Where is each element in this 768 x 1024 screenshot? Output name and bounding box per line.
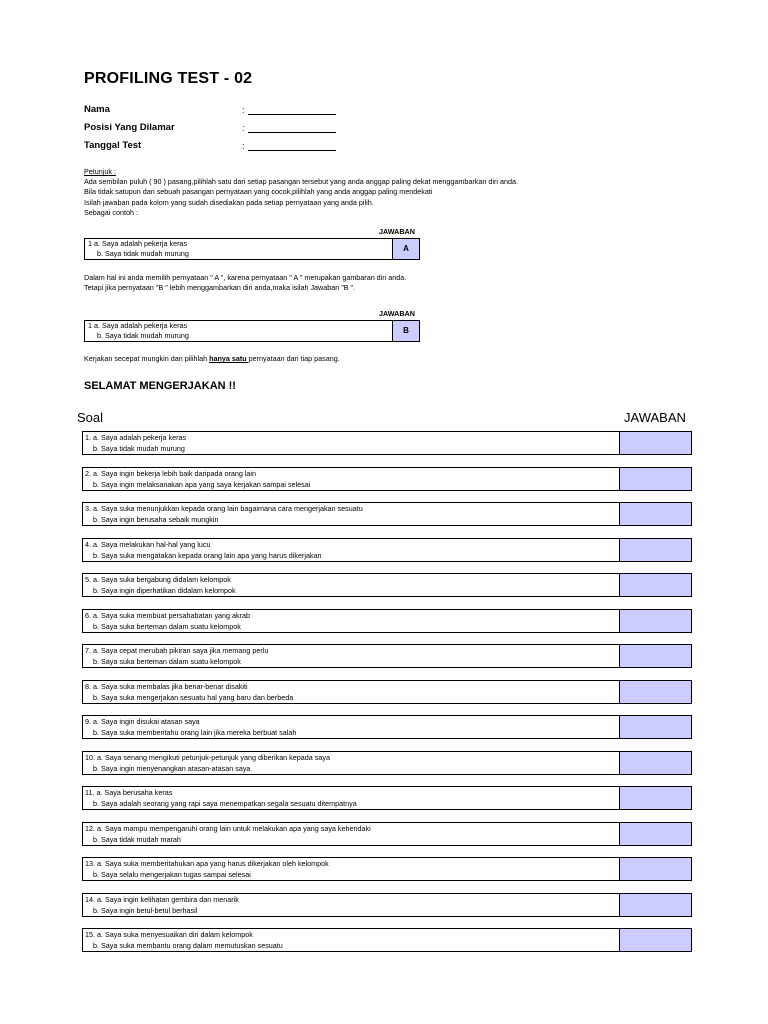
example1-answer-cell: A [393, 239, 419, 259]
option-b: b. Saya ingin melaksanakan apa yang saya kerjakan sampai selesai [93, 480, 311, 489]
question-text [83, 752, 619, 774]
note-after: pernyataan dari tiap pasang. [248, 354, 340, 363]
option-b: b. Saya tidak mudah marah [93, 835, 181, 844]
question-row [82, 928, 692, 952]
question-row [82, 715, 692, 739]
example2-question [85, 321, 393, 341]
answer-cell[interactable] [619, 823, 691, 845]
note [84, 354, 584, 364]
example1-answer-header: JAWABAN [379, 227, 415, 236]
field-colon: : [242, 105, 245, 115]
answer-cell[interactable] [619, 787, 691, 809]
question-row [82, 680, 692, 704]
option-b: b. Saya ingin betul-betul berhasil [93, 906, 198, 915]
blank-line [248, 141, 336, 151]
field-label-tanggal: Tanggal Test [84, 140, 142, 151]
option-a: 6. a. Saya suka membuat persahabatan yang akrab [85, 611, 251, 620]
option-b: b. Saya suka mengerjakan sesuatu hal yang baru dan berbeda [93, 693, 294, 702]
question-row [82, 857, 692, 881]
option-b: b. Saya ingin menyenangkan atasan-atasan saya [93, 764, 251, 773]
example2-answer-header: JAWABAN [379, 309, 415, 318]
question-text [83, 858, 619, 880]
option-b: b. Saya tidak mudah murung [93, 444, 185, 453]
option-a: 11. a. Saya berusaha keras [85, 788, 173, 797]
question-text [83, 645, 619, 667]
explanation [84, 273, 584, 293]
explanation-line: Tetapi jika pernyataan "B " lebih menggambarkan diri anda,maka isilah Jawaban "B ". [84, 283, 356, 293]
question-row [82, 431, 692, 455]
question-row [82, 786, 692, 810]
question-text [83, 574, 619, 596]
instruction-line: Isilah jawaban pada kolom yang sudah disediakan pada setiap pernyataan yang anda pilih. [84, 197, 374, 207]
example2-option-a: 1 a. Saya adalah pekerja keras [88, 321, 188, 330]
option-b: b. Saya suka membantu orang dalam memutuskan sesuatu [93, 941, 283, 950]
greeting: SELAMAT MENGERJAKAN !! [84, 380, 236, 392]
answer-cell[interactable] [619, 574, 691, 596]
question-row [82, 751, 692, 775]
option-a: 1. a. Saya adalah pekerja keras [85, 433, 187, 442]
option-a: 15. a. Saya suka menyesuaikan diri dalam kelompok [85, 930, 253, 939]
field-tanggal[interactable] [242, 141, 338, 151]
field-colon: : [242, 141, 245, 151]
example1-box [84, 238, 420, 260]
soal-header: Soal [77, 410, 104, 425]
question-text [83, 539, 619, 561]
option-a: 4. a. Saya melakukan hal-hal yang lucu [85, 540, 211, 549]
question-row [82, 573, 692, 597]
answer-cell[interactable] [619, 610, 691, 632]
answer-cell[interactable] [619, 468, 691, 490]
example1-option-b: b. Saya tidak mudah murung [97, 249, 189, 258]
question-text [83, 929, 619, 951]
instruction-line: Bila tidak satupun dari sebuah pasangan pernyataan yang cocok,pilihlah yang anda anggap paling mendekati [84, 187, 433, 197]
question-text [83, 823, 619, 845]
option-a: 9. a. Saya ingin disukai atasan saya [85, 717, 200, 726]
option-a: 12. a. Saya mampu mempengaruhi orang lain untuk melakukan apa yang saya kehendaki [85, 824, 371, 833]
instruction-line: Ada sembilan puluh ( 90 ) pasang,pilihlah satu dari setiap pasangan tersebut yang anda anggap paling dekat menggambarkan diri anda. [84, 177, 518, 187]
option-b: b. Saya suka berteman dalam suatu kelompok [93, 657, 241, 666]
example2-option-b: b. Saya tidak mudah murung [97, 331, 189, 340]
question-row [82, 467, 692, 491]
option-b: b. Saya suka berteman dalam suatu kelompok [93, 622, 241, 631]
question-row [82, 644, 692, 668]
jawaban-header: JAWABAN [624, 410, 686, 425]
instructions-title: Petunjuk : [84, 167, 116, 176]
question-row [82, 609, 692, 633]
blank-line [248, 105, 336, 115]
field-label-posisi: Posisi Yang Dilamar [84, 122, 175, 133]
note-before: Kerjakan secepat mungkin dan pilihlah [84, 354, 210, 363]
question-text [83, 610, 619, 632]
example1-question [85, 239, 393, 259]
field-posisi[interactable] [242, 123, 338, 133]
option-b: b. Saya selalu mengerjakan tugas sampai selesai [93, 870, 251, 879]
answer-cell[interactable] [619, 929, 691, 951]
example2-answer-cell: B [393, 321, 419, 341]
question-text [83, 432, 619, 454]
field-colon: : [242, 123, 245, 133]
option-b: b. Saya ingin diperhatikan didalam kelompok [93, 586, 236, 595]
option-b: b. Saya suka memberitahu orang lain jika mereka berbuat salah [93, 728, 297, 737]
answer-cell[interactable] [619, 645, 691, 667]
answer-cell[interactable] [619, 432, 691, 454]
field-nama[interactable] [242, 105, 338, 115]
answer-cell[interactable] [619, 716, 691, 738]
instruction-line: Sebagai contoh : [84, 207, 138, 217]
example2-box [84, 320, 420, 342]
question-row [82, 893, 692, 917]
option-a: 7. a. Saya cepat merubah pikiran saya jika memang perlu [85, 646, 269, 655]
option-b: b. Saya ingin berusaha sebaik mungkin [93, 515, 219, 524]
answer-cell[interactable] [619, 894, 691, 916]
question-row [82, 538, 692, 562]
instructions [84, 167, 624, 218]
option-a: 2. a. Saya ingin bekerja lebih baik daripada orang lain [85, 469, 257, 478]
answer-cell[interactable] [619, 503, 691, 525]
note-underlined: hanya satu [209, 354, 249, 363]
question-row [82, 502, 692, 526]
answer-cell[interactable] [619, 539, 691, 561]
page-title: PROFILING TEST - 02 [84, 70, 253, 87]
answer-cell[interactable] [619, 681, 691, 703]
question-text [83, 787, 619, 809]
option-a: 5. a. Saya suka bergabung didalam kelompok [85, 575, 231, 584]
blank-line [248, 123, 336, 133]
option-b: b. Saya adalah seorang yang rapi saya menempatkan segala sesuatu ditempatnya [93, 799, 357, 808]
question-text [83, 716, 619, 738]
option-a: 3. a. Saya suka menunjukkan kepada orang lain bagaimana cara mengerjakan sesuatu [85, 504, 363, 513]
option-a: 10. a. Saya senang mengikuti petunjuk-petunjuk yang diberikan kepada saya [85, 753, 330, 762]
field-label-nama: Nama [84, 104, 110, 115]
option-b: b. Saya suka mengatakan kepada orang lain apa yang harus dikerjakan [93, 551, 322, 560]
example1-option-a: 1 a. Saya adalah pekerja keras [88, 239, 188, 248]
question-text [83, 894, 619, 916]
question-text [83, 681, 619, 703]
question-text [83, 503, 619, 525]
question-row [82, 822, 692, 846]
option-a: 14. a. Saya ingin kelihatan gembira dan menarik [85, 895, 239, 904]
answer-cell[interactable] [619, 752, 691, 774]
option-a: 13. a. Saya suka memberitahukan apa yang harus dikerjakan oleh kelompok [85, 859, 329, 868]
answer-cell[interactable] [619, 858, 691, 880]
question-text [83, 468, 619, 490]
option-a: 8. a. Saya suka membalas jika benar-benar disakiti [85, 682, 248, 691]
explanation-line: Dalam hal ini anda memilih pernyataan " A ", karena pernyataan " A " merupakan gambaran diri anda. [84, 273, 407, 282]
